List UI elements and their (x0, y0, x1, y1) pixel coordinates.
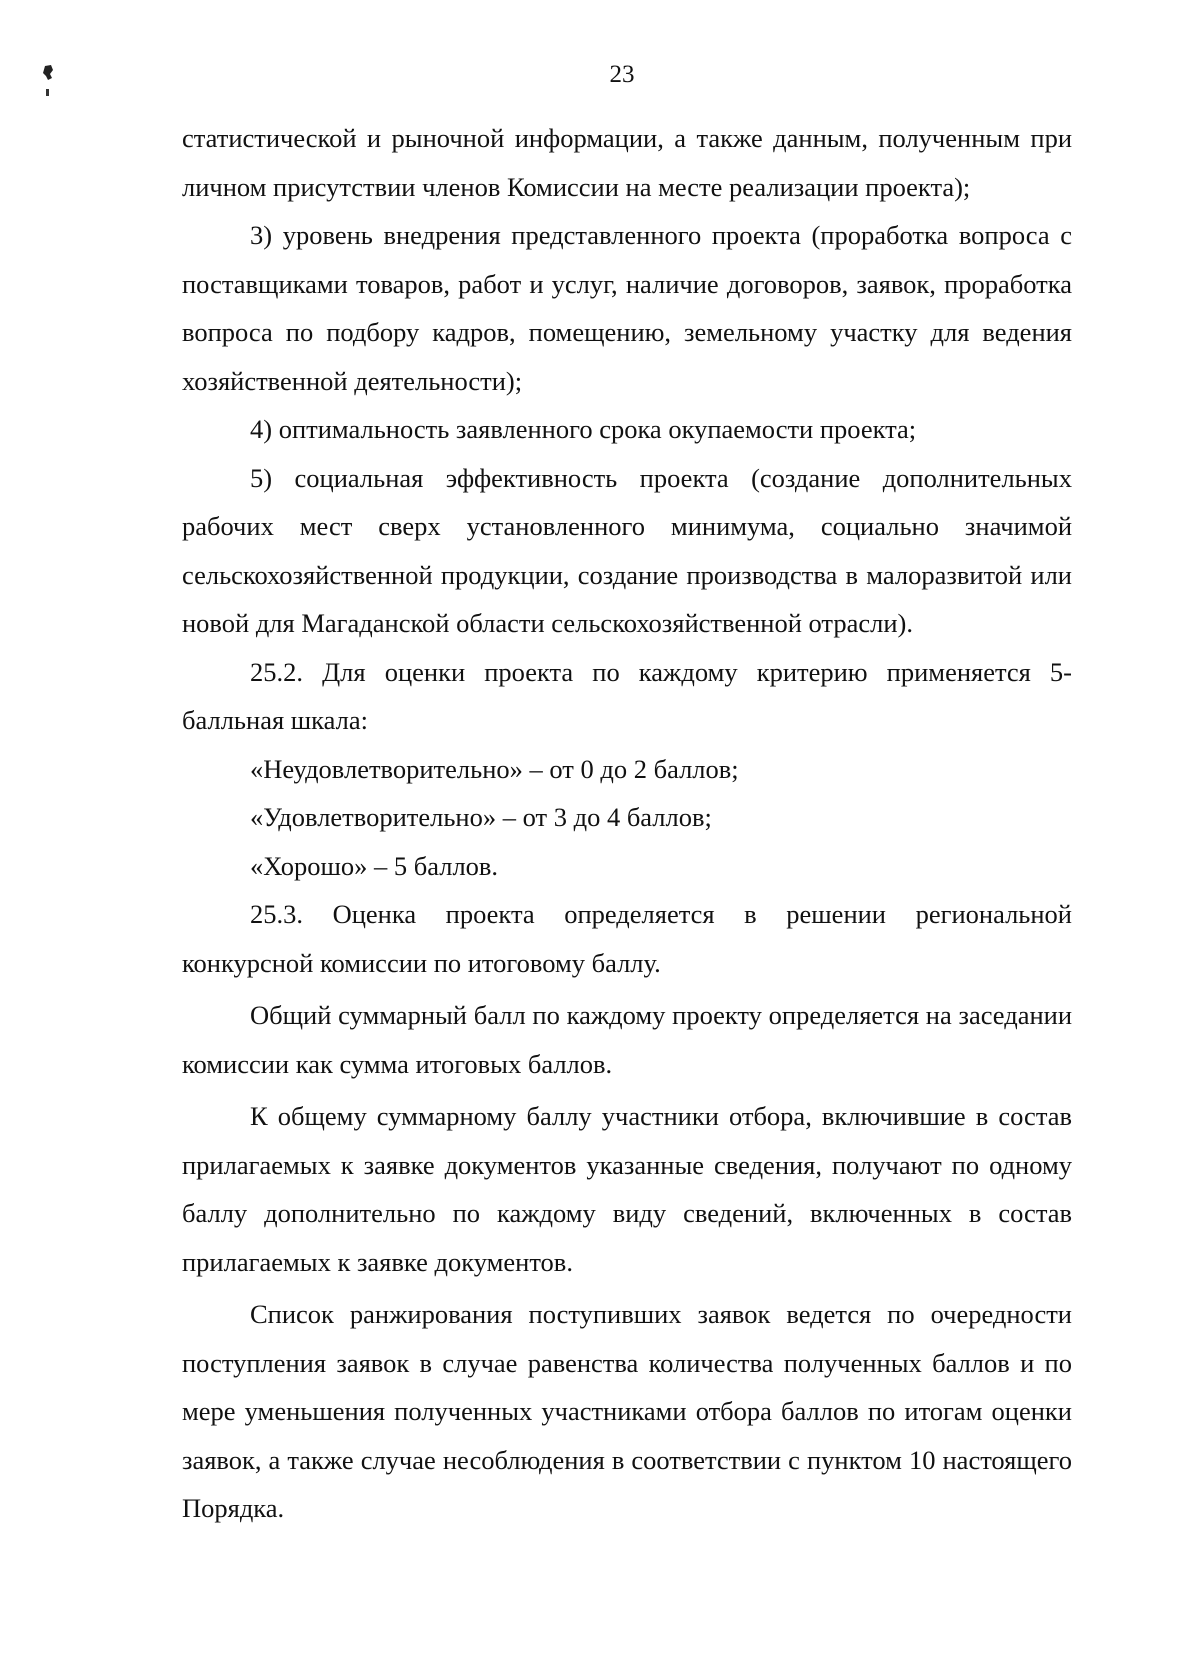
scale-satisfactory: «Удовлетворительно» – от 3 до 4 баллов; (250, 802, 712, 832)
document-body (182, 114, 1072, 1533)
scale-unsatisfactory: «Неудовлетворительно» – от 0 до 2 баллов; (250, 753, 739, 784)
paragraph-25-2: 25.2. Для оценки проекта по каждому критерию применяется 5-балльная шкала: (182, 656, 1072, 735)
paragraph-ranking-list: Список ранжирования поступивших заявок ведется по очередности поступления заявок в случае равенства количества полученных баллов и по мере уменьшения полученных участниками отбора баллов по итогам оценки заявок, а также случае несоблюдения в соответствии с пунктом 10 настоящего Порядка. (182, 1299, 1072, 1523)
paragraph-25-3: 25.3. Оценка проекта определяется в решении региональной конкурсной комиссии по итоговому баллу. (182, 899, 1072, 978)
paragraph-criterion-5: 5) социальная эффективность проекта (создание дополнительных рабочих мест сверх установленного минимума, социально значимой сельскохозяйственной продукции, создание производства в малоразвитой или новой для Магаданской области сельскохозяйственной отрасли). (182, 462, 1072, 638)
scale-good: «Хорошо» – 5 баллов. (250, 850, 499, 881)
paragraph-continuation: статистической и рыночной информации, а также данным, полученным при личном присутствии членов Комиссии на месте реализации проекта); (182, 123, 1072, 202)
paragraph-total-score: Общий суммарный балл по каждому проекту определяется на заседании комиссии как сумма итоговых баллов. (182, 1000, 1072, 1079)
paragraph-additional-points: К общему суммарному баллу участники отбора, включившие в состав прилагаемых к заявке документов указанные сведения, получают по одному баллу дополнительно по каждому виду сведений, включенных в состав прилагаемых к заявке документов. (182, 1101, 1072, 1277)
paragraph-criterion-4: 4) оптимальность заявленного срока окупаемости проекта; (250, 414, 917, 444)
page-number: 23 (609, 61, 635, 88)
paragraph-criterion-3: 3) уровень внедрения представленного проекта (проработка вопроса с поставщиками товаров, работ и услуг, наличие договоров, заявок, проработка вопроса по подбору кадров, помещению, земельному участку для ведения хозяйственной деятельности); (182, 220, 1072, 396)
